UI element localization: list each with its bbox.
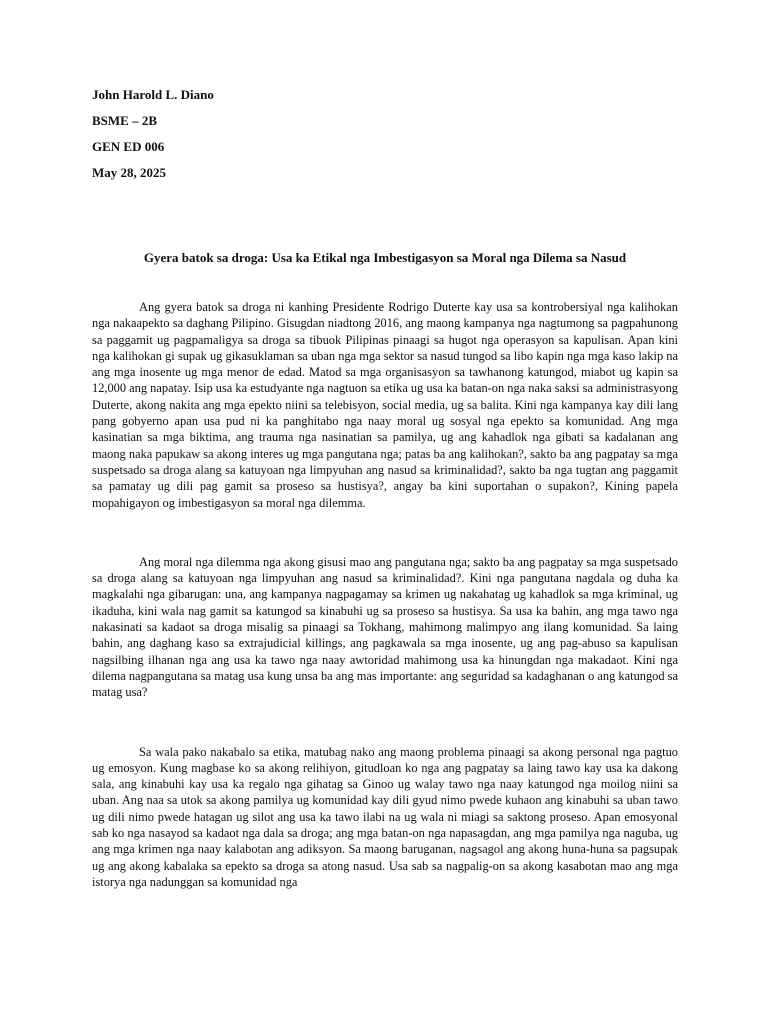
subject-code: GEN ED 006: [92, 139, 165, 154]
author-name: John Harold L. Diano: [92, 87, 214, 102]
document-date: May 28, 2025: [92, 165, 167, 180]
course-section: BSME – 2B: [92, 113, 158, 128]
paragraph-2: Ang moral nga dilemma nga akong gisusi mao ang pangutana nga; sakto ba ang pagpatay sa mga suspetsado sa droga alang sa katuyoan nga limpyuhan ang nasud sa kriminalidad?. Kini nga pangutana nagdala og duha ka magkalahi nga gibarugan: una, ang kampanya nagpagamay sa krimen ug nakahatag ug kahadlok sa mga kriminal, ug ikaduha, kini wala nag gamit sa katungod sa kinabuhi ug sa proseso sa hustisya. Sa usa ka bahin, ang mga tawo nga nakasinati sa kadaot sa droga misalig sa pinaagi sa Tokhang, mahimong malimpyo ang ilang komunidad. Sa laing bahin, ang daghang kaso sa extrajudicial killings, ang pagkawala sa mga inosente, ug ang pag-abuso sa kapulisan nagsilbing ilhanan nga ang usa ka tawo nga naay awtoridad mahimong usa ka hinungdan nga makadaot. Kini nga dilema nagpangutana sa matag usa kung unsa ba ang mas importante: ang seguridad sa kadaghanan o ang katungod sa matag usa?: [92, 554, 678, 700]
paragraph-1: Ang gyera batok sa droga ni kanhing Presidente Rodrigo Duterte kay usa sa kontrobersiyal nga kalihokan nga nakaapekto sa daghang Pilipino. Gisugdan niadtong 2016, ang maong kampanya nga nagtumong sa pagpahunong sa paggamit ug pagpamaligya sa droga sa tibuok Pilipinas pinaagi sa hugot nga operasyon sa kapulisan. Apan kini nga kalihokan gi supak ug gikasuklaman sa uban nga mga sektor sa nasud tungod sa libo kapin nga mga kaso lakip na ang mga inosente ug mga menor de edad. Matod sa mga organisasyon sa tawhanong katungod, miabot ug kapin sa 12,000 ang napatay. Isip usa ka estudyante nga nagtuon sa etika ug usa ka batan-on nga naka saksi sa administrasyong Duterte, akong nakita ang mga epekto niini sa telebisyon, social media, ug sa balita. Kini nga kampanya kay dili lang pang gobyerno apan usa pud ni ka panghitabo nga naay moral ug sosyal nga epekto sa komunidad. Ang mga kasinatian sa mga biktima, ang trauma nga nasinatian sa pamilya, ug ang kahadlok nga gibati sa kadalanan ang maong naka papukaw sa akong interes ug mga pangutana nga; patas ba ang kalihokan?, sakto ba ang pagpatay sa mga suspetsado sa droga alang sa katuyoan nga limpyuhan ang nasud sa kriminalidad?, sakto ba nga tugtan ang paggamit sa pamatay ug dili pag gamit sa proseso sa hustisya?, angay ba kini suportahan o supakon?, Kining papela mopahigayon og imbestigasyon sa moral nga dilemma.: [92, 300, 678, 510]
paragraph-3: Sa wala pako nakabalo sa etika, matubag nako ang maong problema pinaagi sa akong personal nga pagtuo ug emosyon. Kung magbase ko sa akong relihiyon, gitudloan ko nga ang pagpatay sa laing tawo kay usa ka dakong sala, ang kinabuhi kay usa ka regalo nga gihatag sa Ginoo ug walay tawo nga naay katungod nga moilog niini sa uban. Ang naa sa utok sa akong pamilya ug komunidad kay dili gyud nimo pwede kuhaon ang kinabuhi sa uban tawo ug dili nimo pwede hatagan ug silot ang usa ka tawo ilabi na ug wala ni miagi sa saktong proseso. Apan emosyonal sab ko nga nasayod sa kadaot nga dala sa droga; ang mga batan-on nga napasagdan, ang mga pamilya nga naguba, ug ang mga krimen nga naay kalabotan ang adiksyon. Sa maong baruganan, nagsagol ang akong huna-huna sa pagsupak ug ang akong kabalaka sa epekto sa droga sa atong nasud. Usa sab sa nagpalig-on sa akong kasabotan mao ang mga istorya nga nadunggan sa komunidad nga: [92, 744, 678, 889]
document-title: Gyera batok sa droga: Usa ka Etikal nga Imbestigasyon sa Moral nga Dilema sa Nasud: [143, 250, 627, 265]
